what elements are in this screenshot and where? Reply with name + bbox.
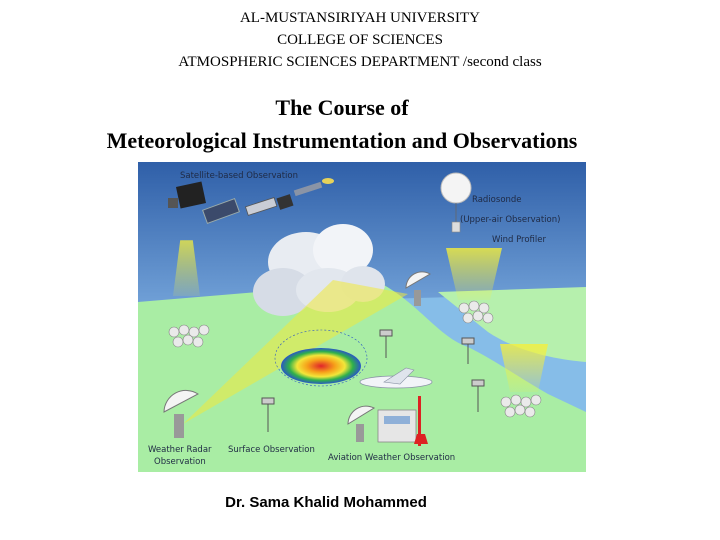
course-title-line1: The Course of	[275, 95, 409, 120]
department-name: ATMOSPHERIC SCIENCES DEPARTMENT /	[178, 54, 468, 70]
label-upper-air: (Upper-air Observation)	[460, 215, 561, 225]
department-line	[0, 52, 720, 72]
label-weather-radar-1: Weather Radar	[148, 445, 212, 455]
university-name: AL-MUSTANSIRIYAH UNIVERSITY	[239, 10, 481, 26]
college-name: COLLEGE OF SCIENCES	[277, 32, 443, 48]
label-wind-profiler: Wind Profiler	[492, 235, 546, 245]
label-surface: Surface Observation	[228, 445, 315, 455]
observation-illustration	[138, 162, 586, 472]
class-name: second class	[467, 54, 542, 70]
label-weather-radar-2: Observation	[154, 457, 206, 467]
author-name: Dr. Sama Khalid Mohammed	[225, 494, 427, 511]
course-title-line2: Meteorological Instrumentation and Observations	[106, 128, 578, 153]
label-aviation: Aviation Weather Observation	[328, 453, 456, 463]
label-satellite: Satellite-based Observation	[180, 171, 298, 181]
label-radiosonde: Radiosonde	[472, 195, 522, 205]
